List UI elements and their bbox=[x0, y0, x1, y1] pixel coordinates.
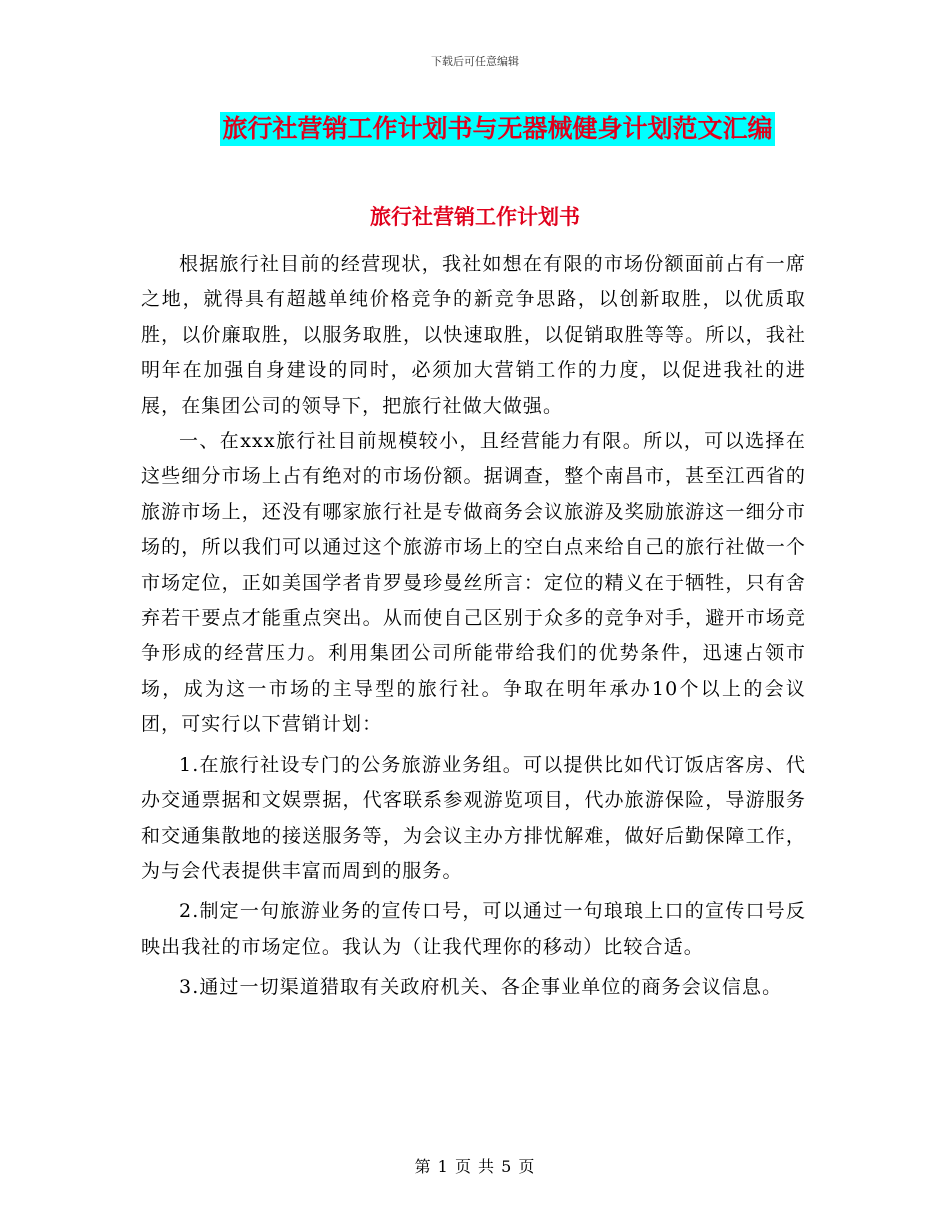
paragraph-intro: 根据旅行社目前的经营现状，我社如想在有限的市场份额面前占有一席之地，就得具有超越单纯价格竞争的新竞争思路，以创新取胜，以优质取胜，以价廉取胜，以服务取胜，以快速取胜，以促销取胜等等。所以，我社明年在加强自身建设的同时，必须加大营销工作的力度，以促进我社的进展，在集团公司的领导下，把旅行社做大做强。 bbox=[141, 253, 806, 417]
paragraph-item-3: 3.通过一切渠道猎取有关政府机关、各企事业单位的商务会议信息。 bbox=[179, 976, 783, 999]
paragraph-item-2: 2.制定一句旅游业务的宣传口号，可以通过一句琅琅上口的宣传口号反映出我社的市场定位。我认为（让我代理你的移动）比较合适。 bbox=[141, 900, 806, 958]
document-main-title: 旅行社营销工作计划书与无器械健身计划范文汇编 bbox=[220, 112, 774, 146]
section-title: 旅行社营销工作计划书 bbox=[370, 204, 580, 229]
paragraph-market-positioning: 一、在xxx旅行社目前规模较小，且经营能力有限。所以，可以选择在这些细分市场上占有绝对的市场份额。据调查，整个南昌市，甚至江西省的旅游市场上，还没有哪家旅行社是专做商务会议旅游及奖励旅游这一细分市场的，所以我们可以通过这个旅游市场上的空白点来给自己的旅行社做一个市场定位，正如美国学者肯罗曼珍曼丝所言：定位的精义在于牺牲，只有舍弃若干要点才能重点突出。从而使自己区别于众多的竞争对手，避开市场竞争形成的经营压力。利用集团公司所能带给我们的优势条件，迅速占领市场，成为这一市场的主导型的旅行社。争取在明年承办10个以上的会议团，可实行以下营销计划： bbox=[141, 430, 806, 736]
page-indicator: 第 1 页 共 5 页 bbox=[414, 1157, 536, 1176]
paragraph-item-1: 1.在旅行社设专门的公务旅游业务组。可以提供比如代订饭店客房、代办交通票据和文娱票据，代客联系参观游览项目，代办旅游保险，导游服务和交通集散地的接送服务等，为会议主办方排忧解难，做好后勤保障工作，为与会代表提供丰富而周到的服务。 bbox=[141, 753, 806, 882]
document-body bbox=[141, 247, 806, 1006]
document-title-block bbox=[0, 112, 950, 146]
header-note: 下载后可任意编辑 bbox=[431, 55, 519, 68]
